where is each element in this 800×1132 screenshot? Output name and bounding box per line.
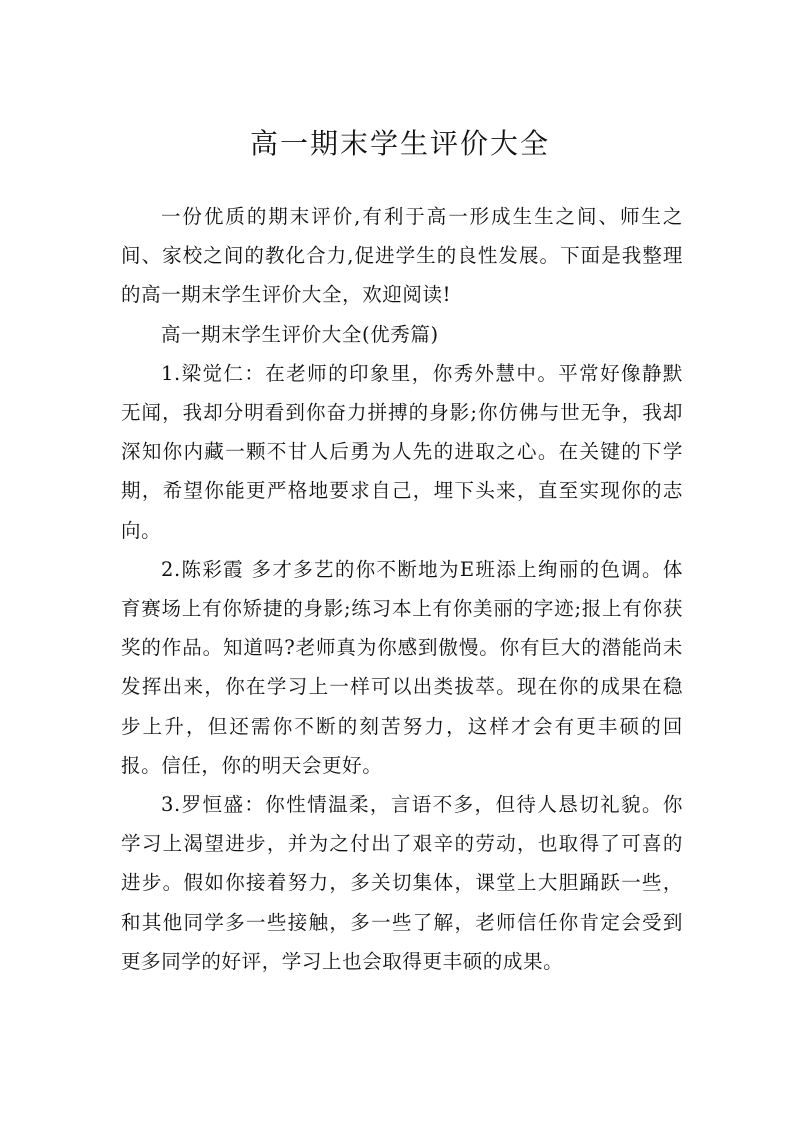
intro-paragraph: 一份优质的期末评价,有利于高一形成生生之间、师生之间、家校之间的教化合力,促进学生的良性发展。下面是我整理的高一期末学生评价大全，欢迎阅读!: [121, 205, 683, 307]
document-body: [121, 197, 683, 981]
comment-paragraph-1: 1.梁觉仁：在老师的印象里，你秀外慧中。平常好像静默无闻，我却分明看到你奋力拼搏的身影;你仿佛与世无争，我却深知你内藏一颗不甘人后勇为人先的进取之心。在关键的下学期，希望你能更严格地要求自己，埋下头来，直至实现你的志向。: [121, 361, 683, 542]
document-title: 高一期末学生评价大全: [249, 127, 550, 160]
section-heading: 高一期末学生评价大全(优秀篇): [160, 322, 439, 346]
comment-paragraph-2: 2.陈彩霞 多才多艺的你不断地为E班添上绚丽的色调。体育赛场上有你矫捷的身影;练习本上有你美丽的字迹;报上有你获奖的作品。知道吗?老师真为你感到傲慢。你有巨大的潜能尚未发挥出来，你在学习上一样可以出类拔萃。现在你的成果在稳步上升，但还需你不断的刻苦努力，这样才会有更丰硕的回报。信任，你的明天会更好。: [121, 557, 683, 777]
comment-paragraph-3: 3.罗恒盛：你性情温柔，言语不多，但待人恳切礼貌。你学习上渴望进步，并为之付出了艰辛的劳动，也取得了可喜的进步。假如你接着努力，多关切集体，课堂上大胆踊跃一些，和其他同学多一些接触，多一些了解，老师信任你肯定会受到更多同学的好评，学习上也会取得更丰硕的成果。: [121, 793, 683, 973]
